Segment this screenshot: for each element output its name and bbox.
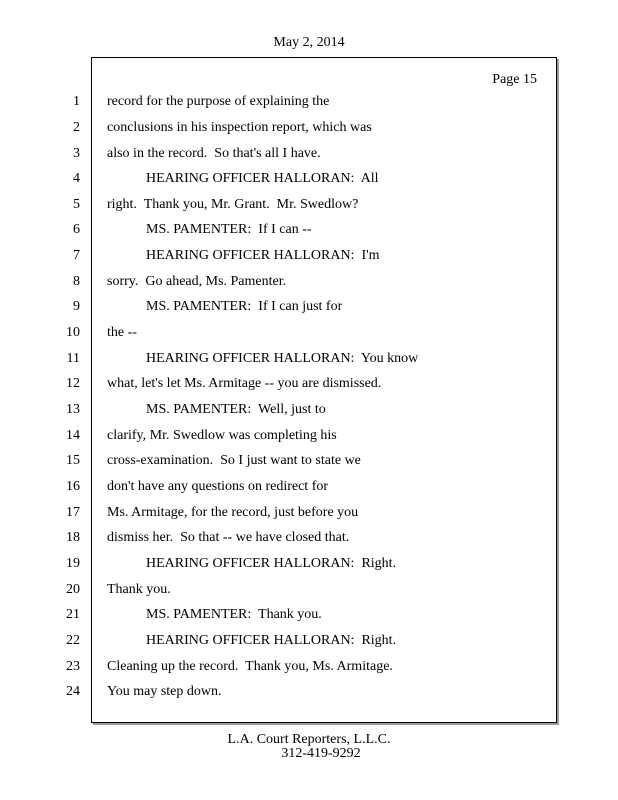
transcript-line: MS. PAMENTER: If I can --: [146, 222, 312, 237]
transcript-line: HEARING OFFICER HALLORAN: I'm: [146, 248, 380, 263]
line-number: 4: [73, 171, 80, 186]
transcript-line: MS. PAMENTER: Well, just to: [146, 402, 326, 417]
transcript-line: MS. PAMENTER: If I can just for: [146, 299, 343, 314]
line-number: 20: [66, 582, 80, 597]
line-number: 2: [73, 120, 80, 135]
transcript-line: HEARING OFFICER HALLORAN: Right.: [146, 556, 397, 571]
line-number: 18: [66, 530, 80, 545]
transcript-line: cross-examination. So I just want to state we: [107, 453, 361, 468]
transcript-line: dismiss her. So that -- we have closed that.: [107, 530, 350, 545]
line-number: 8: [73, 274, 80, 289]
line-number: 14: [66, 428, 80, 443]
footer-company: L.A. Court Reporters, L.L.C.: [227, 732, 391, 747]
line-number: 1: [73, 94, 80, 109]
transcript-line: MS. PAMENTER: Thank you.: [146, 607, 322, 622]
line-number: 12: [66, 376, 80, 391]
transcript-line: Cleaning up the record. Thank you, Ms. Armitage.: [107, 659, 393, 674]
header-date: May 2, 2014: [273, 35, 345, 50]
line-number: 15: [66, 453, 80, 468]
transcript-line: the --: [107, 325, 137, 340]
transcript-line: don't have any questions on redirect for: [107, 479, 329, 494]
transcript-line: Ms. Armitage, for the record, just before you: [107, 505, 359, 520]
line-number: 5: [73, 197, 80, 212]
transcript-line: HEARING OFFICER HALLORAN: All: [146, 171, 379, 186]
transcript-line: conclusions in his inspection report, which was: [107, 120, 372, 135]
transcript-line: what, let's let Ms. Armitage -- you are dismissed.: [107, 376, 382, 391]
transcript-line: Thank you.: [107, 582, 171, 597]
line-number: 13: [66, 402, 80, 417]
page-number: Page 15: [492, 72, 537, 87]
transcript-line: HEARING OFFICER HALLORAN: You know: [146, 351, 419, 366]
line-number: 16: [66, 479, 80, 494]
line-number: 11: [66, 351, 80, 366]
transcript-line: You may step down.: [107, 684, 222, 699]
transcript-line: also in the record. So that's all I have.: [107, 146, 321, 161]
transcript-line: record for the purpose of explaining the: [107, 94, 330, 109]
line-number: 24: [66, 684, 80, 699]
line-number: 19: [66, 556, 80, 571]
line-number: 6: [73, 222, 80, 237]
line-number: 21: [66, 607, 80, 622]
line-number: 10: [66, 325, 80, 340]
transcript-line: HEARING OFFICER HALLORAN: Right.: [146, 633, 397, 648]
transcript-line: right. Thank you, Mr. Grant. Mr. Swedlow?: [107, 197, 359, 212]
footer-phone: 312-419-9292: [281, 746, 361, 761]
line-number: 9: [73, 299, 80, 314]
line-number: 23: [66, 659, 80, 674]
line-number: 7: [73, 248, 80, 263]
line-number: 3: [73, 146, 80, 161]
line-number: 17: [66, 505, 80, 520]
transcript-line: clarify, Mr. Swedlow was completing his: [107, 428, 337, 443]
transcript-line: sorry. Go ahead, Ms. Pamenter.: [107, 274, 287, 289]
line-number: 22: [66, 633, 80, 648]
